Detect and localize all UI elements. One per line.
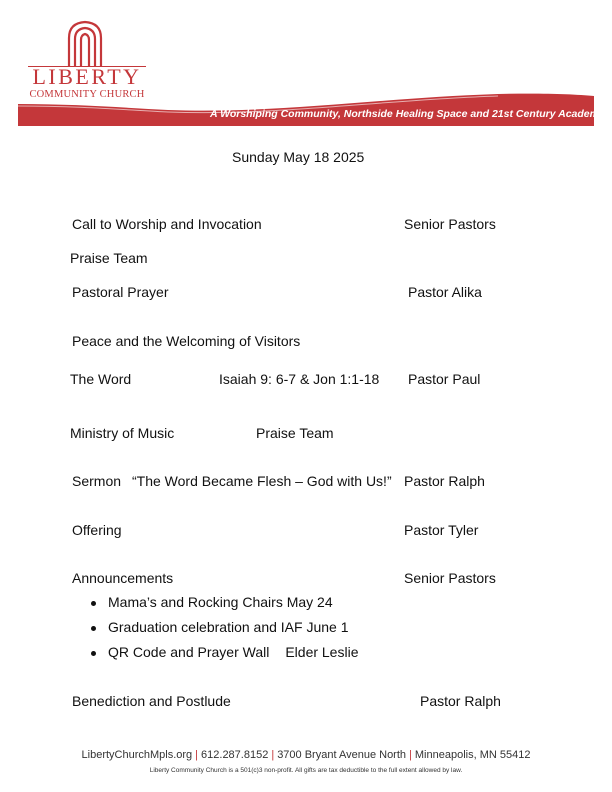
- church-arch-logo-icon: [66, 20, 104, 66]
- pastoral-prayer-leader: Pastor Alika: [408, 284, 482, 300]
- call-to-worship-leader: Senior Pastors: [404, 216, 496, 232]
- benediction-item: Benediction and Postlude: [72, 693, 231, 709]
- benediction-leader: Pastor Ralph: [420, 693, 501, 709]
- footer-disclaimer: Liberty Community Church is a 501(c)3 non-profit. All gifts are tax deductible to the full extent allowed by law.: [149, 767, 463, 774]
- announcement-text: Graduation celebration and IAF June 1: [108, 619, 349, 635]
- footer-address: 3700 Bryant Avenue North: [277, 749, 407, 761]
- church-subtitle: COMMUNITY CHURCH: [29, 89, 145, 100]
- church-name: LIBERTY: [32, 64, 142, 89]
- footer-separator: |: [409, 749, 412, 761]
- offering-item: Offering: [72, 522, 122, 538]
- footer-separator: |: [195, 749, 199, 761]
- sermon-leader: Pastor Ralph: [404, 473, 485, 489]
- peace-item: Peace and the Welcoming of Visitors: [72, 333, 301, 349]
- sermon-title: “The Word Became Flesh – God with Us!”: [132, 473, 392, 489]
- announcement-text: Mama’s and Rocking Chairs May 24: [108, 594, 333, 610]
- footer-contact: [0, 749, 612, 761]
- footer-separator: |: [271, 749, 275, 761]
- church-tagline: A Worshiping Community, Northside Healing Space and 21st Century Academy: [210, 108, 605, 120]
- sermon-item: Sermon: [72, 473, 122, 489]
- announcements-leader: Senior Pastors: [404, 570, 496, 586]
- list-item: [88, 644, 358, 669]
- announcement-text: QR Code and Prayer Wall: [108, 644, 270, 660]
- praise-team-item: Praise Team: [70, 250, 148, 266]
- word-scripture: Isaiah 9: 6-7 & Jon 1:1-18: [219, 371, 380, 387]
- service-date: Sunday May 18 2025: [232, 149, 365, 165]
- ministry-of-music-detail: Praise Team: [256, 425, 334, 441]
- footer-website: LibertyChurchMpls.org: [81, 749, 193, 761]
- word-leader: Pastor Paul: [408, 371, 481, 387]
- offering-leader: Pastor Tyler: [404, 522, 479, 538]
- announcement-leader: Elder Leslie: [285, 644, 359, 660]
- footer-phone: 612.287.8152: [201, 749, 269, 761]
- pastoral-prayer-item: Pastoral Prayer: [72, 284, 169, 300]
- call-to-worship-item: Call to Worship and Invocation: [72, 216, 262, 232]
- ministry-of-music-item: Ministry of Music: [70, 425, 175, 441]
- list-item: [88, 594, 358, 619]
- announcements-list: [88, 594, 358, 669]
- word-item: The Word: [70, 371, 132, 387]
- footer-city: Minneapolis, MN 55412: [414, 749, 531, 761]
- announcements-item: Announcements: [72, 570, 174, 586]
- list-item: [88, 619, 358, 644]
